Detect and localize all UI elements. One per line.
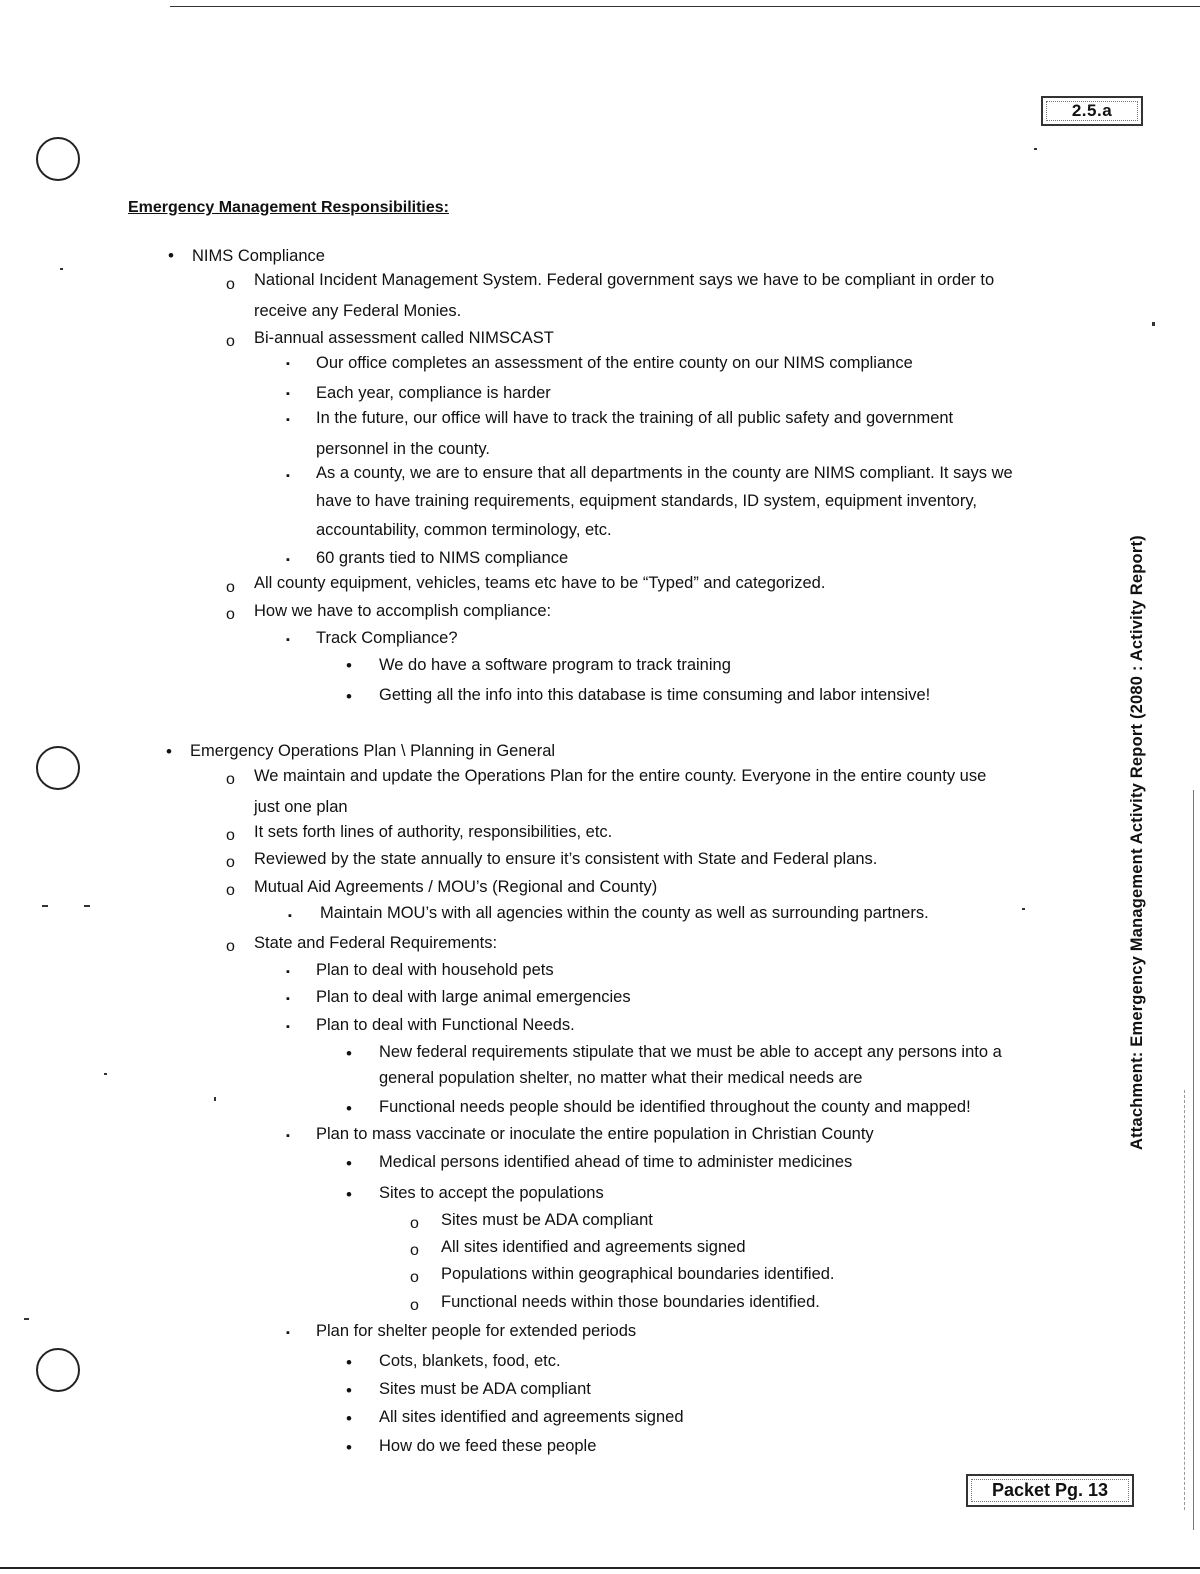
list-item-l4: We do have a software program to track training — [379, 656, 731, 674]
bullet-marker: • — [346, 1044, 352, 1063]
circle-marker: o — [226, 882, 235, 899]
list-item-l3-cont: accountability, common terminology, etc. — [316, 521, 612, 539]
list-item-l4: New federal requirements stipulate that we must be able to accept any persons into a — [379, 1043, 1002, 1061]
scan-speck — [104, 1073, 107, 1075]
list-item-l4: Getting all the info into this database is time consuming and labor intensive! — [379, 686, 931, 704]
attachment-tag-text: 2.5.a — [1071, 101, 1113, 120]
list-item-l1: NIMS Compliance — [192, 247, 325, 265]
scan-top-border — [170, 6, 1200, 7]
packet-page-text: Packet Pg. 13 — [991, 1480, 1109, 1500]
list-item-l2: How we have to accomplish compliance: — [254, 602, 552, 620]
scan-speck — [214, 1097, 216, 1101]
list-item-l4: All sites identified and agreements signed — [379, 1408, 684, 1426]
bullet-marker: • — [346, 687, 352, 706]
attachment-tag — [1041, 96, 1143, 126]
scan-right-edge — [1193, 790, 1194, 1530]
list-item-l5: Sites must be ADA compliant — [441, 1211, 653, 1229]
circle-marker: o — [226, 854, 235, 871]
scan-speck — [42, 905, 48, 907]
list-item-l1: Emergency Operations Plan \ Planning in General — [190, 742, 556, 760]
circle-marker: o — [410, 1242, 419, 1259]
list-item-l3: Plan to deal with household pets — [316, 961, 554, 979]
attachment-side-label: Attachment: Emergency Management Activity Report (2080 : Activity Report) — [1128, 535, 1146, 1150]
scan-speck — [1152, 322, 1155, 326]
list-item-l2: National Incident Management System. Federal government says we have to be compliant in order to — [254, 271, 995, 289]
scan-speck — [24, 1318, 29, 1320]
list-item-l4: How do we feed these people — [379, 1437, 597, 1455]
circle-marker: o — [226, 579, 235, 596]
list-item-l4: Cots, blankets, food, etc. — [379, 1352, 561, 1370]
list-item-l3-cont: personnel in the county. — [316, 440, 490, 458]
list-item-l2: It sets forth lines of authority, responsibilities, etc. — [254, 823, 613, 841]
list-item-l2: Bi-annual assessment called NIMSCAST — [254, 329, 554, 347]
bullet-marker: • — [346, 656, 352, 675]
square-marker: ▪ — [286, 554, 290, 566]
list-item-l2-cont: just one plan — [254, 798, 348, 816]
circle-marker: o — [226, 938, 235, 955]
section-heading: Emergency Management Responsibilities: — [128, 199, 449, 216]
square-marker: ▪ — [286, 1130, 290, 1142]
square-marker: ▪ — [286, 388, 290, 400]
list-item-l5: Populations within geographical boundaries identified. — [441, 1265, 835, 1283]
circle-marker: o — [226, 276, 235, 293]
square-marker: ▪ — [286, 634, 290, 646]
circle-marker: o — [226, 333, 235, 350]
list-item-l4: Sites to accept the populations — [379, 1184, 604, 1202]
list-item-l3: In the future, our office will have to track the training of all public safety and government — [316, 409, 954, 427]
list-item-l2: Reviewed by the state annually to ensure it’s consistent with State and Federal plans. — [254, 850, 878, 868]
list-item-l3: Maintain MOU’s with all agencies within the county as well as surrounding partners. — [320, 904, 929, 922]
list-item-l5: All sites identified and agreements signed — [441, 1238, 746, 1256]
bullet-marker: • — [346, 1185, 352, 1204]
list-item-l2-cont: receive any Federal Monies. — [254, 302, 462, 320]
list-item-l2: We maintain and update the Operations Plan for the entire county. Everyone in the entire county use — [254, 767, 987, 785]
circle-marker: o — [226, 606, 235, 623]
bullet-marker: • — [346, 1409, 352, 1428]
bullet-marker: • — [346, 1154, 352, 1173]
square-marker: ▪ — [286, 966, 290, 978]
bullet-marker: • — [346, 1353, 352, 1372]
square-marker: ▪ — [288, 910, 292, 922]
list-item-l4: Functional needs people should be identified throughout the county and mapped! — [379, 1098, 971, 1116]
list-item-l4-cont: general population shelter, no matter what their medical needs are — [379, 1069, 863, 1087]
list-item-l3: Plan to deal with Functional Needs. — [316, 1016, 575, 1034]
packet-page-box — [966, 1474, 1134, 1507]
scan-speck — [60, 268, 63, 270]
bullet-marker: • — [346, 1381, 352, 1400]
circle-marker: o — [410, 1269, 419, 1286]
square-marker: ▪ — [286, 358, 290, 370]
scan-dotted-edge — [1184, 1090, 1185, 1510]
list-item-l3: As a county, we are to ensure that all departments in the county are NIMS compliant. It says we — [316, 464, 1013, 482]
list-item-l2: All county equipment, vehicles, teams etc have to be “Typed” and categorized. — [254, 574, 826, 592]
circle-marker: o — [410, 1215, 419, 1232]
circle-marker: o — [226, 827, 235, 844]
bullet-marker: • — [166, 742, 172, 761]
list-item-l2: State and Federal Requirements: — [254, 934, 498, 952]
scan-bottom-border — [0, 1567, 1200, 1569]
square-marker: ▪ — [286, 414, 290, 426]
scan-speck — [84, 905, 90, 907]
list-item-l3: Plan to mass vaccinate or inoculate the entire population in Christian County — [316, 1125, 874, 1143]
square-marker: ▪ — [286, 993, 290, 1005]
list-item-l5: Functional needs within those boundaries identified. — [441, 1293, 820, 1311]
square-marker: ▪ — [286, 470, 290, 482]
square-marker: ▪ — [286, 1327, 290, 1339]
circle-marker: o — [410, 1297, 419, 1314]
punch-hole — [36, 137, 80, 181]
list-item-l3: 60 grants tied to NIMS compliance — [316, 549, 569, 567]
scan-speck — [1022, 908, 1025, 910]
bullet-marker: • — [346, 1438, 352, 1457]
list-item-l3: Our office completes an assessment of the entire county on our NIMS compliance — [316, 354, 913, 372]
list-item-l3: Each year, compliance is harder — [316, 384, 551, 402]
list-item-l3: Plan for shelter people for extended periods — [316, 1322, 637, 1340]
list-item-l3: Track Compliance? — [316, 629, 458, 647]
square-marker: ▪ — [286, 1021, 290, 1033]
punch-hole — [36, 746, 80, 790]
bullet-marker: • — [346, 1099, 352, 1118]
list-item-l3-cont: have to have training requirements, equipment standards, ID system, equipment inventory, — [316, 492, 977, 510]
list-item-l3: Plan to deal with large animal emergencies — [316, 988, 631, 1006]
circle-marker: o — [226, 771, 235, 788]
bullet-marker: • — [168, 246, 174, 265]
punch-hole — [36, 1348, 80, 1392]
list-item-l4: Medical persons identified ahead of time to administer medicines — [379, 1153, 853, 1171]
scan-speck — [1034, 148, 1037, 150]
list-item-l4: Sites must be ADA compliant — [379, 1380, 591, 1398]
list-item-l2: Mutual Aid Agreements / MOU’s (Regional and County) — [254, 878, 658, 896]
